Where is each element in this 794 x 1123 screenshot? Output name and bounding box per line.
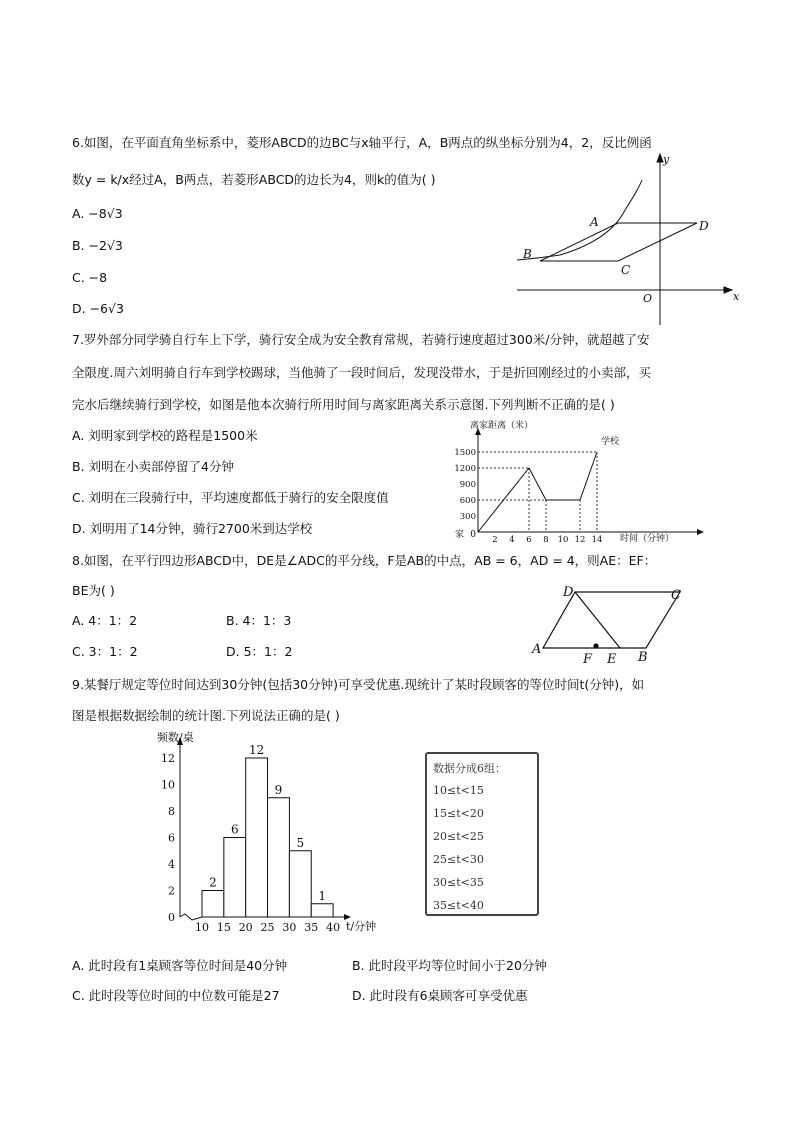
y-tick-label: 900 <box>459 480 476 490</box>
y-axis-label: 离家距离（米） <box>470 421 534 431</box>
y-tick-label: 1200 <box>454 464 476 474</box>
x-tick-label: 2 <box>492 535 498 545</box>
legend-title: 数据分成6组： <box>433 762 506 775</box>
label-y: y <box>663 153 670 166</box>
x-tick-label: 30 <box>282 921 297 934</box>
x-axis-label: 时间（分钟） <box>620 534 675 544</box>
label-o: O <box>643 292 653 305</box>
q7-option-a: A. 刘明家到学校的路程是1500米 <box>72 428 258 443</box>
q7-text-3: 完水后继续骑行到学校，如图是他本次骑行所用时间与离家距离关系示意图.下列判断不正确的是( ) <box>72 397 615 412</box>
q9-option-b: B. 此时段平均等位时间小于20分钟 <box>352 958 547 973</box>
q9-text-1: 9.某餐厅规定等位时间达到30分钟(包括30分钟)可享受优惠.现统计了某时段顾客的等位时间t(分钟)，如 <box>72 677 645 692</box>
q8-option-b: B. 4：1：3 <box>226 613 292 628</box>
bar <box>268 798 290 917</box>
bar-value-label: 1 <box>318 888 326 903</box>
q8-text-2: BE为( ) <box>72 583 115 598</box>
q8-text-1: 8.如图，在平行四边形ABCD中，DE是∠ADC的平分线，F是AB的中点，AB = 6，AD = 4，则AE：EF： <box>72 553 657 568</box>
label-c: C <box>671 588 681 603</box>
y-tick-label: 1500 <box>454 448 476 458</box>
bar <box>224 838 246 918</box>
bar-value-label: 5 <box>296 835 305 850</box>
x-tick-label: 10 <box>195 921 209 934</box>
label-c: C <box>621 263 631 277</box>
label-d: D <box>563 585 574 600</box>
y-tick-label: 4 <box>168 858 175 871</box>
y-tick-label: 12 <box>161 752 175 765</box>
q7-option-b: B. 刘明在小卖部停留了4分钟 <box>72 459 234 474</box>
label-b: B <box>638 650 648 665</box>
bar-value-label: 2 <box>209 875 217 890</box>
x-tick-label: 8 <box>543 535 549 545</box>
label-e: E <box>607 652 617 667</box>
q9-option-c: C. 此时段等位时间的中位数可能是27 <box>72 988 280 1003</box>
x-tick-label: 12 <box>574 535 586 545</box>
legend-item: 25≤t<30 <box>433 853 484 866</box>
q6-option-a: A. −8√3 <box>72 206 123 221</box>
legend-item: 30≤t<35 <box>433 876 484 889</box>
label-b: B <box>523 247 532 261</box>
school-label: 学校 <box>601 437 620 447</box>
q6-option-d: D. −6√3 <box>72 301 124 316</box>
q8-option-a: A. 4：1：2 <box>72 613 138 628</box>
legend-item: 35≤t<40 <box>433 899 484 912</box>
q7-chart <box>454 419 704 545</box>
label-d: D <box>699 219 709 233</box>
bar <box>246 758 268 917</box>
q8-option-c: C. 3：1：2 <box>72 644 138 659</box>
y-tick-label: 0 <box>168 911 175 924</box>
label-a: A <box>590 215 599 229</box>
legend-item: 20≤t<25 <box>433 830 484 843</box>
q8-figure <box>531 585 681 667</box>
q6-option-b: B. −2√3 <box>72 238 123 253</box>
y-axis-label: 频数/桌 <box>157 731 194 744</box>
x-tick-label: 10 <box>557 535 569 545</box>
y-tick-label: 8 <box>168 805 175 818</box>
q9-text-2: 图是根据数据绘制的统计图.下列说法正确的是( ) <box>72 708 340 723</box>
x-tick-label: 20 <box>238 921 253 934</box>
bar <box>311 904 333 917</box>
q7-text-2: 全限度.周六刘明骑自行车到学校踢球，当他骑了一段时间后，发现没带水，于是折回刚经过的小卖部，买 <box>72 365 651 380</box>
x-tick-label: 40 <box>326 921 341 934</box>
zero-label: 0 <box>470 530 476 540</box>
x-axis-arrow <box>697 529 704 535</box>
q7-option-c: C. 刘明在三段骑行中，平均速度都低于骑行的安全限度值 <box>72 490 389 505</box>
x-tick-label: 4 <box>509 535 515 545</box>
q8-option-d: D. 5：1：2 <box>226 644 293 659</box>
q9-option-d: D. 此时段有6桌顾客可享受优惠 <box>352 988 528 1003</box>
bar <box>289 851 311 917</box>
legend-item: 15≤t<20 <box>433 807 484 820</box>
origin-label: 家 <box>455 530 465 540</box>
bar-value-label: 9 <box>274 782 283 797</box>
q9-option-a: A. 此时段有1桌顾客等位时间是40分钟 <box>72 958 288 973</box>
x-tick-label: 15 <box>216 921 231 934</box>
q6-option-c: C. −8 <box>72 270 108 285</box>
bar-value-label: 12 <box>248 743 265 757</box>
y-tick-label: 10 <box>161 778 175 792</box>
q6-text-2: 数y = k/x经过A，B两点，若菱形ABCD的边长为4，则k的值为( ) <box>72 172 436 187</box>
q7-option-d: D. 刘明用了14分钟，骑行2700米到达学校 <box>72 521 313 536</box>
bar-value-label: 6 <box>230 822 239 837</box>
label-f: F <box>583 652 593 667</box>
y-tick-label: 6 <box>168 831 175 845</box>
distance-line <box>478 452 597 532</box>
y-tick-label: 300 <box>459 512 476 522</box>
x-tick-label: 6 <box>526 535 532 545</box>
x-axis-label: t/分钟 <box>346 920 377 933</box>
y-tick-label: 2 <box>168 884 175 898</box>
y-tick-label: 600 <box>459 496 476 506</box>
x-tick-label: 35 <box>304 921 319 934</box>
q9-chart <box>157 730 376 934</box>
x-tick-label: 25 <box>260 921 275 934</box>
legend-item: 10≤t<15 <box>433 784 484 797</box>
bar <box>202 891 224 918</box>
q9-legend-box <box>425 752 539 916</box>
q6-figure <box>517 153 740 325</box>
label-a: A <box>532 642 542 657</box>
q6-text-1: 6.如图，在平面直角坐标系中，菱形ABCD的边BC与x轴平行，A，B两点的纵坐标分别为4，2，反比例函 <box>72 135 652 150</box>
x-tick-label: 14 <box>591 535 603 545</box>
q7-text-1: 7.罗外部分同学骑自行车上下学，骑行安全成为安全教育常规，若骑行速度超过300米/分钟，就超越了安 <box>72 332 650 347</box>
label-x: x <box>733 290 740 303</box>
